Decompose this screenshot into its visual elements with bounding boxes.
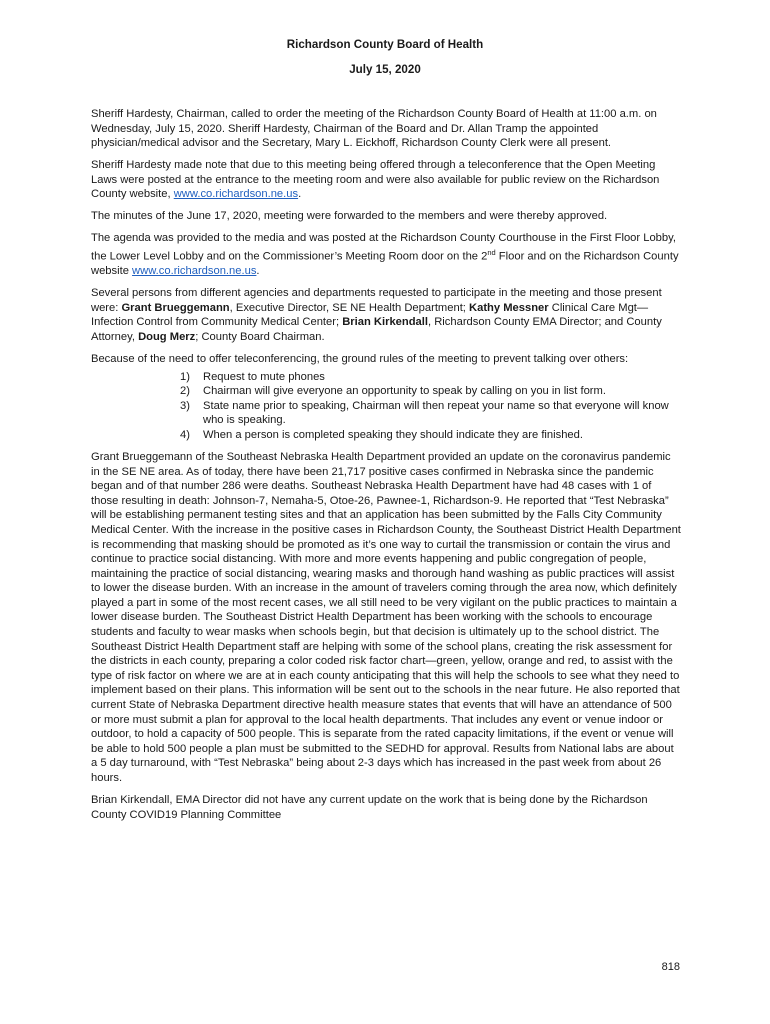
open-meeting-paragraph	[91, 158, 681, 202]
list-item-text: When a person is completed speaking they should indicate they are finished.	[203, 428, 583, 441]
attendees-text-c: Clinical Care Mgt—Infection Control from Community Medical Center;	[91, 301, 649, 329]
list-item-text: Request to mute phones	[203, 370, 325, 383]
list-number: 1)	[180, 370, 190, 383]
attendee-name-2: Kathy Messner	[469, 301, 549, 314]
minutes-paragraph: The minutes of the June 17, 2020, meeting were forwarded to the members and were thereby approved.	[91, 210, 608, 223]
call-to-order-paragraph: Sheriff Hardesty, Chairman, called to order the meeting of the Richardson County Board of Health at 11:00 a.m. on Wednesday, July 15, 2020. Sheriff Hardesty, Chairman of the Board and Dr. Allan Tramp the appointed physician/medical advisor and the Secretary, Mary L. Eickhoff, Richardson County Clerk were all present.	[91, 108, 657, 150]
agenda-end: .	[256, 265, 260, 278]
agenda-paragraph	[91, 231, 681, 279]
document-title: Richardson County Board of Health	[286, 38, 484, 51]
list-item	[180, 428, 681, 443]
attendees-text-b: , Executive Director, SE NE Health Department;	[229, 301, 470, 314]
attendees-text-e: ; County Board Chairman.	[195, 331, 325, 344]
open-meeting-end: .	[298, 188, 302, 201]
meeting-date: July 15, 2020	[349, 63, 421, 76]
agenda-superscript: nd	[487, 247, 496, 257]
attendees-text-a: Several persons from different agencies and departments requested to participate in the meeting and those present were:	[91, 287, 662, 314]
list-number: 3)	[180, 399, 190, 412]
open-meeting-text: Sheriff Hardesty made note that due to this meeting being offered through a teleconference that the Open Meeting Laws were posted at the entrance to the meeting room and were also available for public review on the Richardson County website,	[91, 159, 660, 201]
agenda-text: The agenda was provided to the media and was posted at the Richardson County Courthouse in the First Floor Lobby, the Lower Level Lobby and on the Commissioner’s Meeting Room door on the 2	[91, 232, 676, 263]
agenda-text-2: Floor and on the Richardson County website	[91, 250, 679, 278]
list-item	[180, 384, 681, 399]
attendee-name-3: Brian Kirkendall	[342, 316, 428, 329]
list-number: 2)	[180, 385, 190, 398]
ground-rules-list	[91, 370, 681, 443]
list-item-text: State name prior to speaking, Chairman will then repeat your name so that everyone will know who is speaking.	[203, 399, 669, 427]
agenda-website-link[interactable]: www.co.richardson.ne.us	[132, 265, 257, 278]
ground-rules-intro: Because of the need to offer teleconferencing, the ground rules of the meeting to prevent talking over others:	[91, 353, 629, 365]
list-item-text: Chairman will give everyone an opportunity to speak by calling on you in list form.	[203, 385, 606, 398]
attendees-paragraph	[91, 286, 681, 344]
list-item	[180, 370, 681, 385]
ema-update-paragraph: Brian Kirkendall, EMA Director did not have any current update on the work that is being done by the Richardson County COVID19 Planning Committee	[91, 794, 648, 821]
attendee-name-1: Grant Brueggemann	[121, 301, 230, 314]
list-item	[180, 399, 681, 428]
page-number: 818	[661, 961, 680, 973]
list-number: 4)	[180, 428, 190, 441]
attendees-text-d: , Richardson County EMA Director; and County Attorney,	[91, 316, 662, 344]
attendee-name-4: Doug Merz	[138, 331, 196, 344]
document-body	[91, 107, 681, 830]
health-update-paragraph: Grant Brueggemann of the Southeast Nebraska Health Department provided an update on the coronavirus pandemic in the SE NE area. As of today, there have been 21,717 positive cases confirmed in Nebraska since the pandemic began and of that number 286 were deaths. Southeast Nebraska Health Department have had 48 cases with 1 of those resulting in death: Johnson-7, Nemaha-5, Otoe-26, Pawnee-1, Richardson-9. He reported that “Test Nebraska” will be establishing permanent testing sites and that an application has been submitted by the Falls City Community Medical Center. With the increase in the positive cases in Richardson County, the Southeast District Health Department is recommending that masking should be promoted as it’s one way to curtail the transmission or contain the virus and continue to practice social distancing. With more and more events happening and public congregation of people, maintaining the practice of social distancing, wearing masks and thorough hand washing as public practices will assist to lower the disease burden. With an increase in the amount of travelers coming through the area now, which definitely played a part in some of the most recent cases, we all still need to be very vigilant on the public practices to maintain a lower disease burden. The Southeast District Health Department has been working with the schools to encourage students and faculty to wear masks when schools begin, but that decision is ultimately up to the school district. The Southeast District Health Department staff are helping with some of the school plans, creating the risk assessment for the districts in each county, preparing a color coded risk factor chart—green, yellow, orange and red, to assist with the type of risk factor on where we are at in each county anticipating that this will help the schools to see what they need to implement based on their plans. This information will be sent out to the schools in the near future. He also reported that current State of Nebraska Department directive health measure states that events that will have an attendance of 500 or more must submit a plan for approval to the local health departments. That includes any event or venue indoor or outdoor, to hold a capacity of 500 people. This is separate from the rated capacity limitations, if the event or venue will be able to hold 500 people a plan must be submitted to the SEDHD for approval. Results from National labs are about a 5 day turnaround, with “Test Nebraska” being about 2-3 days which has increased in the past week from about 26 hours.	[91, 450, 681, 785]
county-website-link[interactable]: www.co.richardson.ne.us	[173, 188, 299, 201]
